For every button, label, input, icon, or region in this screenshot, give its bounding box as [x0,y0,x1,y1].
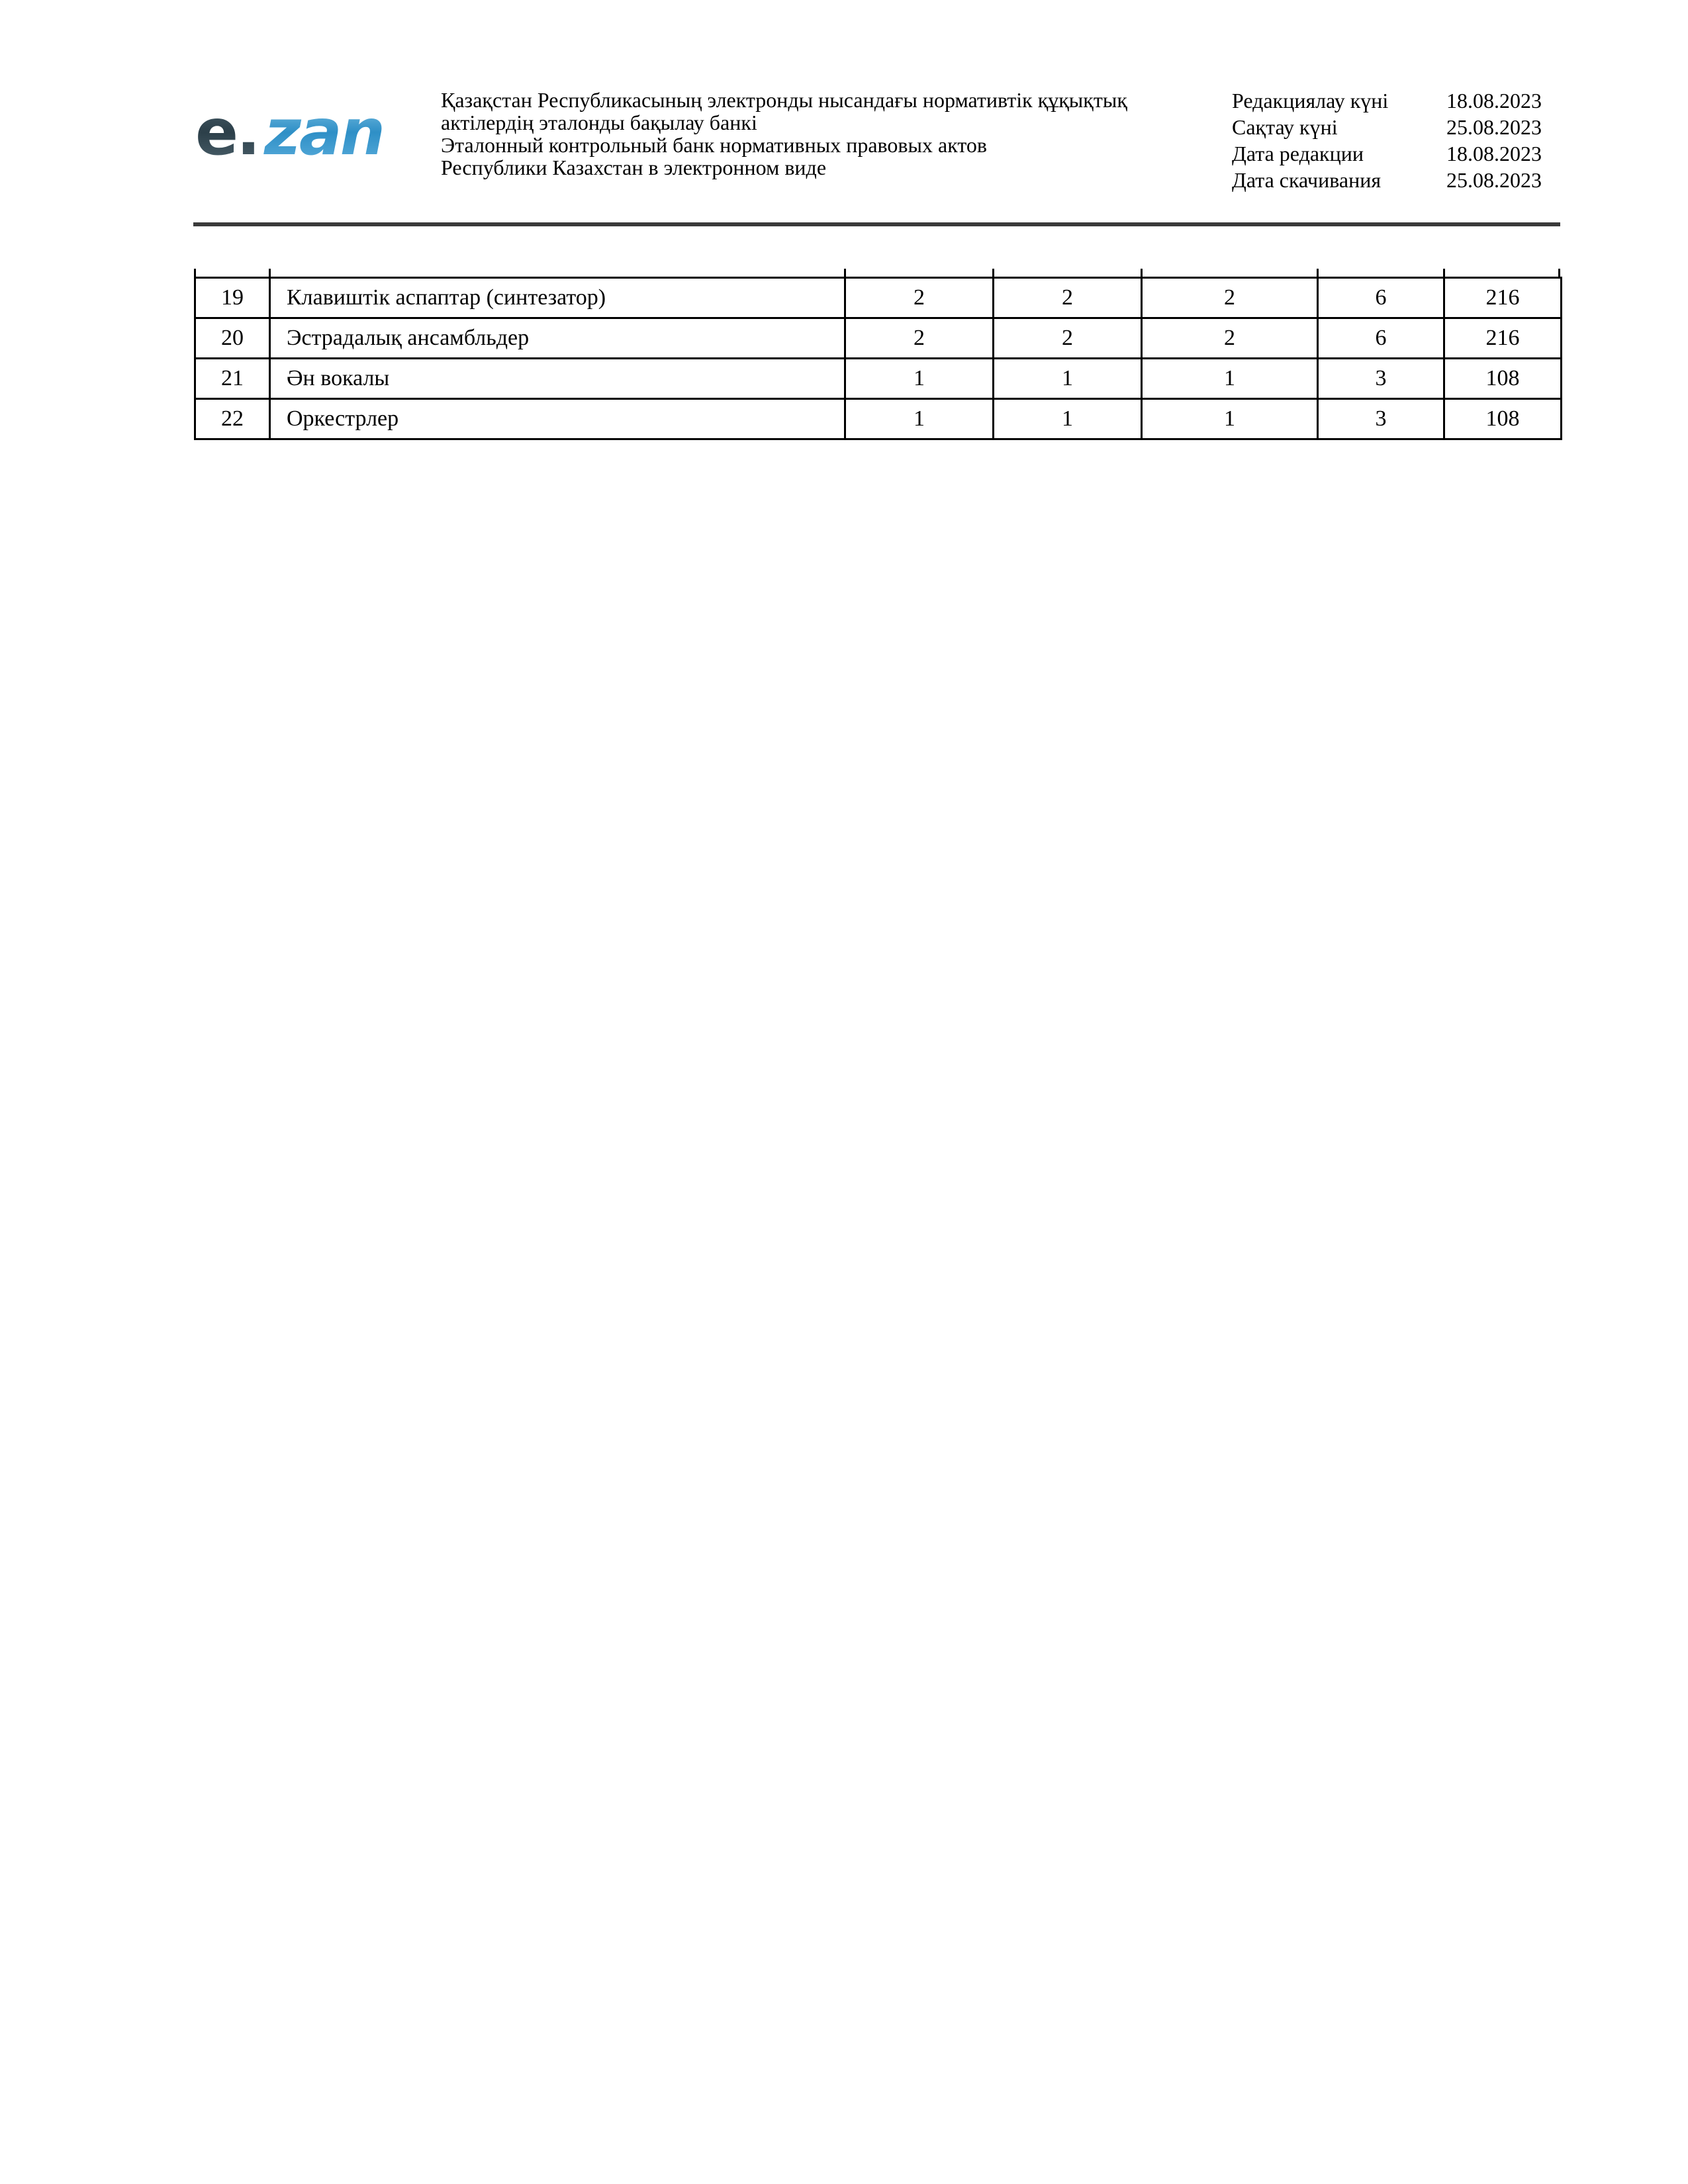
header-divider [193,222,1560,226]
header-title-line: Қазақстан Республикасының электронды нысандағы нормативтік құқықтық [441,88,1127,112]
table-row [195,359,1562,399]
row-name: Эстрадалық ансамбльдер [270,318,845,359]
table-row [195,399,1562,439]
cell-value: 1 [994,399,1142,439]
cell-value: 108 [1444,359,1562,399]
cell-value: 216 [1444,278,1562,318]
cell-value: 6 [1318,318,1444,359]
cell-value: 3 [1318,359,1444,399]
cell-value: 216 [1444,318,1562,359]
cell-value: 108 [1444,399,1562,439]
meta-value: 18.08.2023 [1446,89,1542,113]
header-title-line: Эталонный контрольный банк нормативных правовых актов [441,133,988,157]
cell-value: 2 [845,278,994,318]
row-number: 20 [195,318,270,359]
column-stub [992,269,994,277]
row-number: 22 [195,399,270,439]
column-stub [1558,269,1560,277]
cell-value: 2 [845,318,994,359]
meta-label: Редакциялау күні [1232,89,1389,113]
cell-value: 2 [1142,318,1318,359]
row-number: 21 [195,359,270,399]
cell-value: 3 [1318,399,1444,439]
data-table-container [194,269,1560,440]
meta-value: 25.08.2023 [1446,168,1542,192]
header-title-line: актілердің эталонды бақылау банкі [441,111,757,134]
column-stub [269,269,271,277]
column-stub [1141,269,1143,277]
cell-value: 2 [994,278,1142,318]
meta-row [1232,167,1563,193]
cell-value: 1 [845,359,994,399]
ezan-logo [194,89,393,182]
column-stub [1317,269,1319,277]
meta-label: Дата редакции [1232,142,1364,165]
header-title-line: Республики Казахстан в электронном виде [441,156,827,179]
svg-text:zan: zan [264,95,383,169]
column-stub [1443,269,1445,277]
row-name: Ән вокалы [270,359,845,399]
cell-value: 1 [994,359,1142,399]
meta-row [1232,114,1563,140]
row-number: 19 [195,278,270,318]
header-meta [1232,87,1563,193]
data-table [194,277,1562,440]
row-name: Клавиштік аспаптар (синтезатор) [270,278,845,318]
row-name: Оркестрлер [270,399,845,439]
header-title [441,89,1222,179]
meta-value: 18.08.2023 [1446,142,1542,165]
table-row [195,318,1562,359]
meta-value: 25.08.2023 [1446,115,1542,139]
meta-label: Дата скачивания [1232,168,1382,192]
cell-value: 1 [1142,359,1318,399]
cell-value: 1 [1142,399,1318,439]
column-stub [194,269,196,277]
cell-value: 1 [845,399,994,439]
cell-value: 2 [994,318,1142,359]
cell-value: 6 [1318,278,1444,318]
table-row [195,278,1562,318]
column-stub [844,269,846,277]
meta-label: Сақтау күні [1232,115,1338,139]
svg-text:e.: e. [195,95,259,169]
meta-row [1232,140,1563,167]
cell-value: 2 [1142,278,1318,318]
table-continuation-stubs [194,269,1560,277]
meta-row [1232,87,1563,114]
